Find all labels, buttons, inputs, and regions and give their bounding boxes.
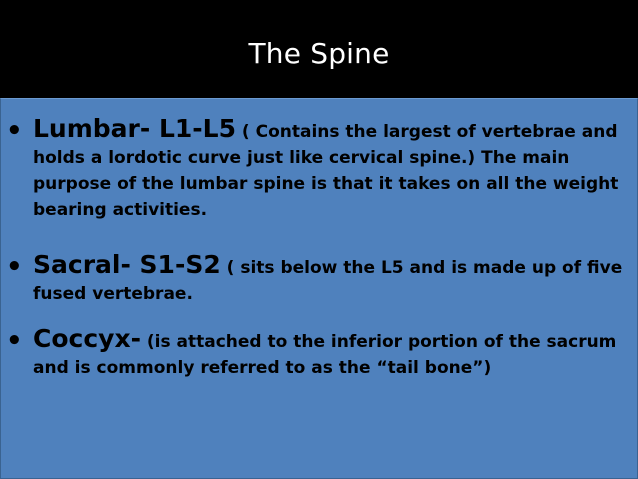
slide-title: The Spine <box>248 36 390 70</box>
bullet-body: (is attached to the inferior portion of the sacrum and is commonly referred to as the “tail bone”) <box>33 332 617 378</box>
bullet-body: ( Contains the largest of vertebrae and holds a lordotic curve just like cervical spine.) The main purpose of the lumbar spine is that it takes on all the weight bearing activities. <box>33 122 619 220</box>
bullet-heading: Coccyx- <box>33 324 141 353</box>
title-bar <box>0 0 638 98</box>
content-area <box>0 98 638 479</box>
bullet-text <box>33 251 625 307</box>
bullet-body: ( sits below the L5 and is made up of five fused vertebrae. <box>33 258 623 304</box>
bullet-dot-icon: • <box>6 116 23 146</box>
bullet-heading: Lumbar- L1-L5 <box>33 114 236 143</box>
bullet-text <box>33 325 625 381</box>
bullet-dot-icon: • <box>6 252 23 282</box>
bullet-text <box>33 115 625 223</box>
bullet-dot-icon: • <box>6 326 23 356</box>
bullet-heading: Sacral- S1-S2 <box>33 250 221 279</box>
